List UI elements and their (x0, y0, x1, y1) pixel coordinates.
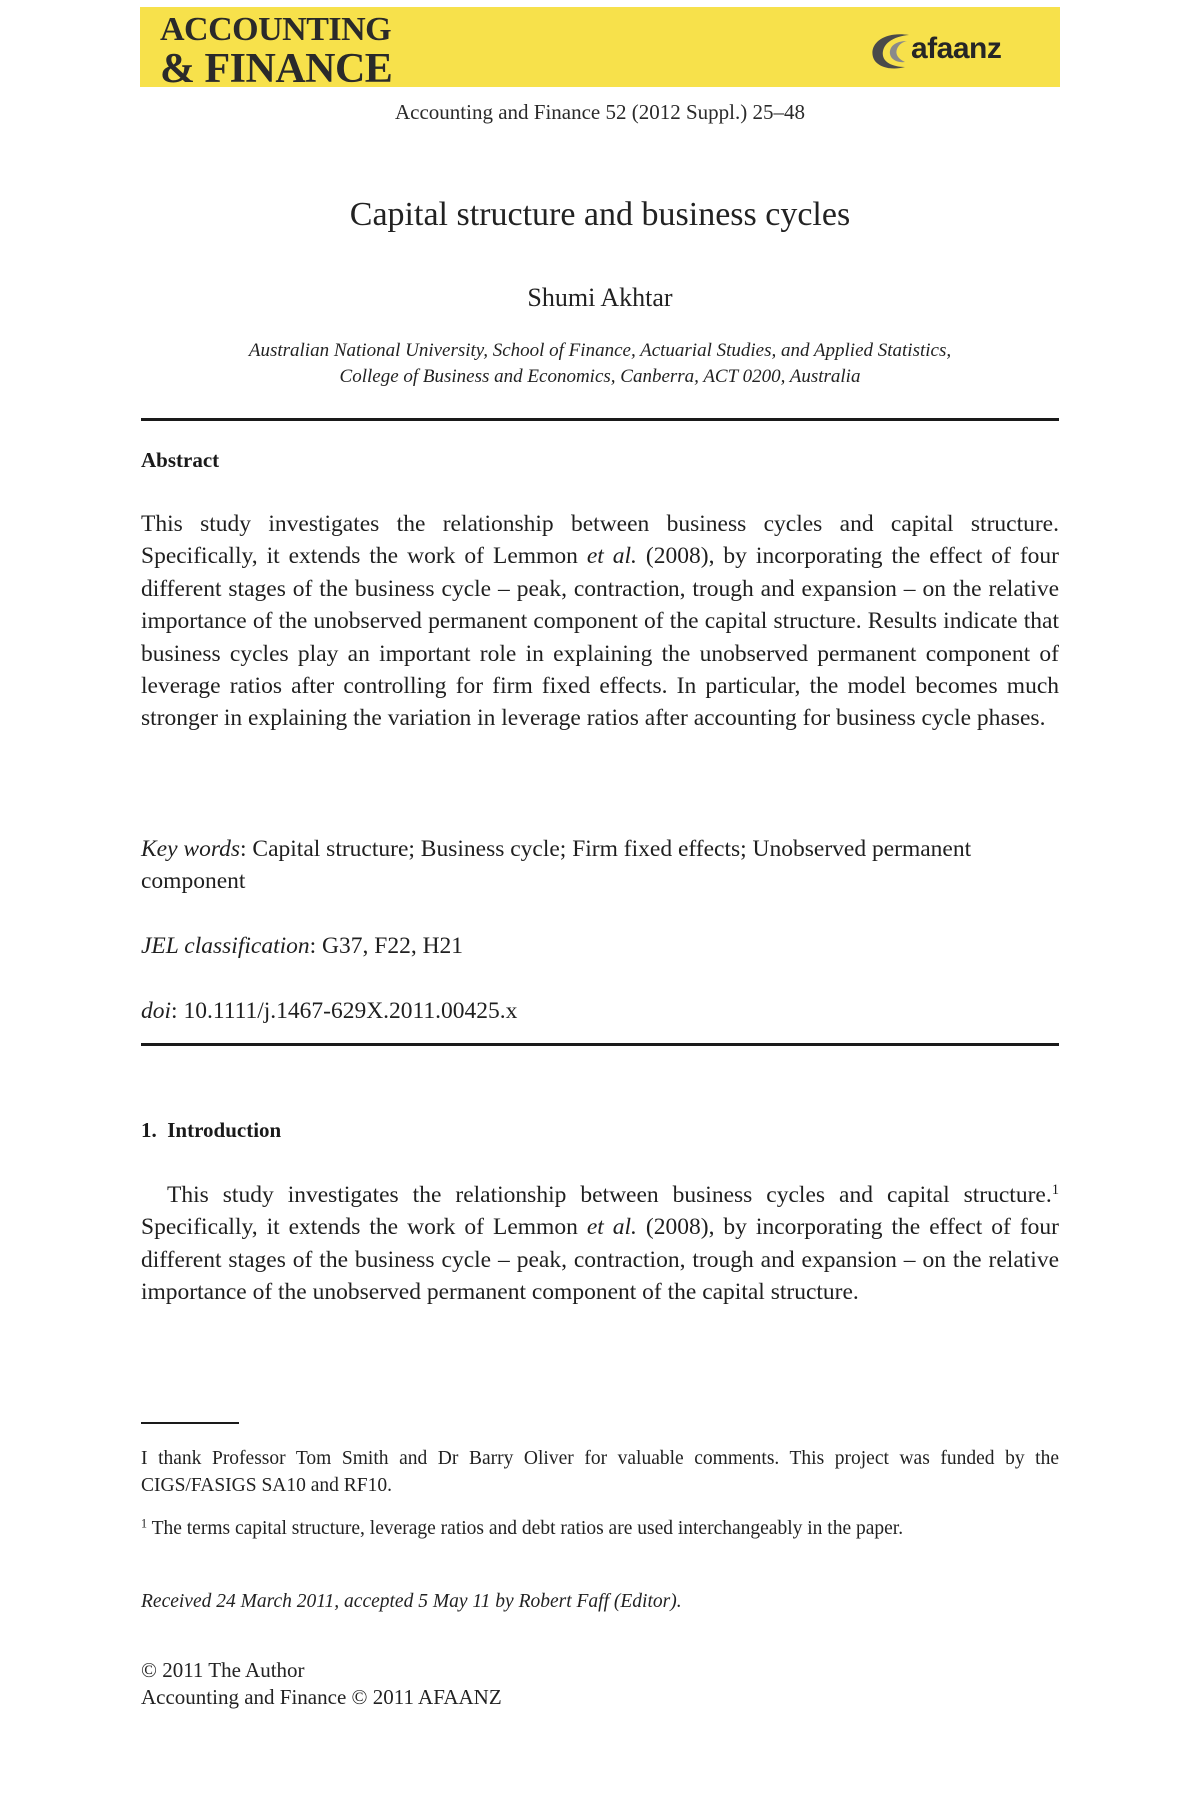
abstract-text-part1: This study investigates the relationship between business cycles and capital structure. Specifically, it extends the work of Lemmon (141, 511, 1059, 570)
intro-text-part1: This study investigates the relationship between business cycles and capital structure. (167, 1182, 1052, 1208)
received-accepted-note: Received 24 March 2011, accepted 5 May 11 by Robert Faff (Editor). (141, 1591, 682, 1612)
journal-logo-line1: ACCOUNTING (160, 11, 392, 48)
abstract-text (141, 508, 1059, 735)
abstract-text-part2: (2008), by incorporating the effect of four different stages of the business cycle – peak, contraction, trough and expansion – on the relative importance of the unobserved permanent component of the capital structure. Results indicate that business cycles play an important role in explaining the unobserved permanent component of leverage ratios after controlling for firm fixed effects. In particular, the model becomes much stronger in explaining the variation in leverage ratios after accounting for business cycle phases. (141, 543, 1059, 732)
doi-separator: : (171, 998, 184, 1024)
jel-value: G37, F22, H21 (322, 933, 464, 959)
journal-citation: Accounting and Finance 52 (2012 Suppl.) 25–48 (394, 100, 806, 124)
afaanz-logo (865, 29, 1040, 73)
keywords-label: Key words (141, 836, 241, 862)
doi-value[interactable]: 10.1111/j.1467-629X.2011.00425.x (183, 998, 518, 1024)
journal-banner (140, 7, 1060, 92)
afaanz-wordmark: afaanz (911, 32, 1002, 65)
author-name: Shumi Akhtar (527, 283, 673, 312)
footnote-1 (141, 1515, 1059, 1542)
abstract-bottom-rule (141, 1043, 1059, 1046)
affiliation-line-1: Australian National University, School of Finance, Actuarial Studies, and Applied Statistics, (248, 340, 952, 361)
footnote-ref-1[interactable]: 1 (1051, 1182, 1059, 1198)
footnote-1-text: The terms capital structure, leverage ratios and debt ratios are used interchangeably in the paper. (147, 1518, 904, 1539)
footnote-acknowledgement: I thank Professor Tom Smith and Dr Barry Oliver for valuable comments. This project was funded by the CIGS/FASIGS SA10 and RF10. (141, 1448, 1059, 1496)
jel-separator: : (309, 933, 323, 959)
jel-label: JEL classification (141, 933, 310, 959)
doi (141, 995, 1059, 1027)
copyright-journal: Accounting and Finance © 2011 AFAANZ (141, 1685, 502, 1709)
abstract-etal: et al. (586, 543, 637, 570)
affiliation-line-2: College of Business and Economics, Canberra, ACT 0200, Australia (339, 366, 861, 387)
journal-logo (160, 13, 392, 90)
keywords-value: Capital structure; Business cycle; Firm fixed effects; Unobserved permanent component (141, 836, 972, 895)
article-title: Capital structure and business cycles (349, 196, 851, 233)
intro-text-part3: (2008), by incorporating the effect of four different stages of the business cycle – peak, contraction, trough and expansion – on the relative importance of the unobserved permanent component of the capital structure. (141, 1214, 1059, 1306)
keywords (141, 833, 1059, 898)
keywords-separator: : (240, 836, 253, 862)
intro-etal: et al. (586, 1214, 637, 1241)
abstract-top-rule (141, 418, 1059, 421)
abstract-heading: Abstract (141, 448, 220, 472)
footnote-1-mark: 1 (141, 1516, 148, 1531)
jel-classification (141, 930, 1059, 962)
copyright-author: © 2011 The Author (141, 1658, 305, 1682)
journal-logo-line2: & FINANCE (160, 46, 393, 92)
introduction-text (141, 1179, 1059, 1309)
intro-text-part2: Specifically, it extends the work of Lemmon (141, 1214, 587, 1241)
doi-label: doi (141, 998, 172, 1024)
footnote-rule (141, 1422, 239, 1424)
section-heading-introduction: 1. Introduction (141, 1118, 282, 1142)
